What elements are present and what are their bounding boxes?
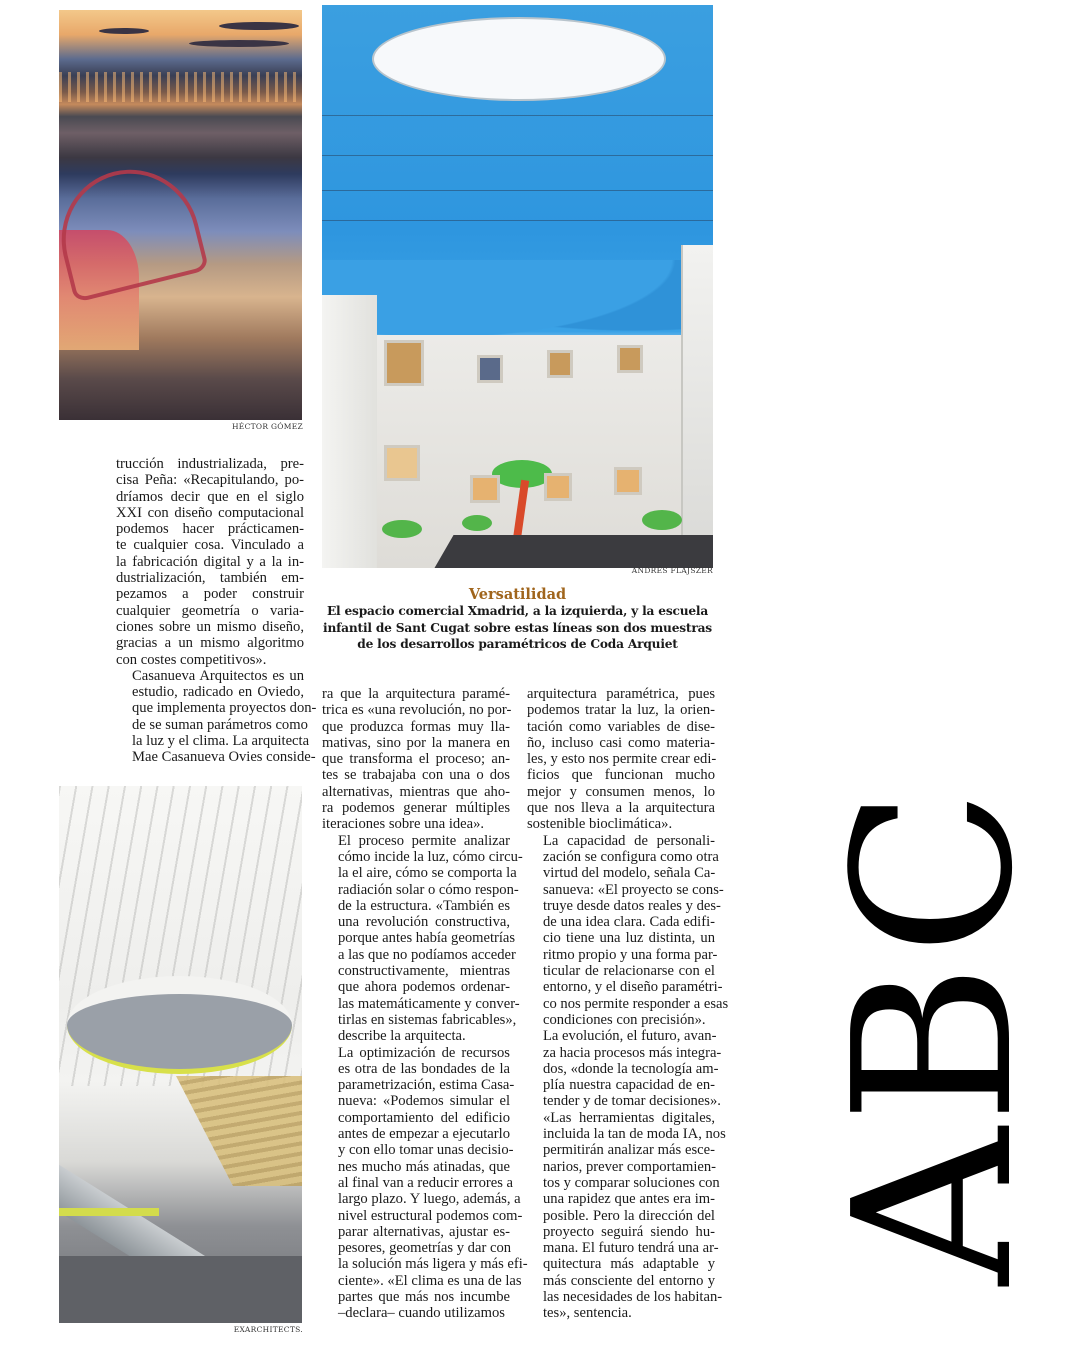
text-line: iteraciones sobre una idea». [322, 816, 485, 833]
photo-caption [320, 586, 715, 653]
text-line: la el aire, cómo se comporta la [338, 865, 517, 882]
text-line: una rapidez que antes era im- [543, 1191, 715, 1208]
text-line: tes», sentencia. [543, 1305, 632, 1322]
text-line: –declara– cuando utilizamos [338, 1305, 505, 1322]
yellow-ledge [59, 1208, 159, 1216]
text-line: zación se configura como otra [543, 848, 719, 865]
abc-logo [808, 752, 1061, 1317]
caption-line: El espacio comercial Xmadrid, a la izquierda, y la escuela [326, 604, 709, 618]
text-line: de se suman parámetros como [132, 716, 308, 733]
text-line: ra que la arquitectura paramé- [322, 686, 510, 702]
text-line: mejor y consumen menos, lo [527, 783, 715, 800]
photo-sant-cugat-school [322, 5, 713, 568]
left-wall [322, 295, 377, 568]
text-line: tender y de tomar decisiones». [543, 1093, 721, 1110]
text-line: parametrización, estima Casa- [338, 1077, 515, 1094]
right-wall [681, 245, 713, 568]
text-line: estudio, radicado en Oviedo, [132, 684, 304, 701]
photo-credit: EXARCHITECTS. [233, 1325, 303, 1334]
text-line: Mae Casanueva Ovies conside- [132, 749, 316, 766]
text-line: mativas, sino por la manera en [322, 734, 510, 751]
text-line: comportamiento del edificio [338, 1109, 510, 1126]
text-line: pesores, geometrías y dar con [338, 1240, 512, 1257]
cloud-shape [99, 28, 149, 34]
text-line: porque antes había geometrías [338, 930, 516, 947]
text-line: ño, incluso casi como materia- [527, 734, 715, 751]
text-line: que nos lleva a la arquitectura [527, 800, 715, 817]
text-line: nes mucho más atinadas, que [338, 1158, 510, 1175]
article-paragraph [527, 1028, 726, 1322]
text-line: Casanueva Arquitectos es un [132, 667, 304, 684]
mural-window [544, 473, 572, 501]
article-paragraph [527, 686, 715, 833]
mural-bush [382, 520, 422, 538]
article-paragraph [322, 1044, 528, 1322]
text-line: tos y comparar soluciones con [543, 1174, 720, 1191]
text-line: virtud del modelo, señala Ca- [543, 865, 716, 882]
cloud-shape [189, 40, 289, 47]
text-line: incluida la tan de moda IA, nos [543, 1126, 726, 1143]
photo-credit: HÉCTOR GÓMEZ [231, 422, 303, 431]
window [384, 340, 424, 386]
caption-text [320, 603, 715, 653]
window [384, 445, 420, 481]
canopy-cable [322, 115, 713, 116]
mural-bush [462, 515, 492, 531]
floor [59, 1256, 302, 1323]
text-line: con costes competitivos». [116, 651, 267, 668]
text-line: describe la arquitecta. [338, 1028, 466, 1045]
text-line: La capacidad de personali- [543, 832, 715, 849]
text-line: que produzca formas muy lla- [322, 718, 510, 735]
text-line: trica es «una revolución, no por- [322, 702, 512, 719]
text-line: pezamos a poder construir [116, 586, 304, 603]
text-line: plía nuestra capacidad de en- [543, 1077, 715, 1094]
text-line: podemos hacer prácticamen- [116, 521, 304, 538]
mural-window [470, 475, 500, 503]
text-line: ciente». «El clima es una de las [338, 1272, 522, 1289]
text-line: nueva: «Podemos simular el [338, 1093, 510, 1110]
text-line: te cualquier cosa. Vinculado a [116, 537, 304, 554]
text-line: que implementa proyectos don- [132, 700, 317, 717]
text-line: más consciente del entorno y [543, 1272, 715, 1289]
text-line: parar alternativas, ajustar es- [338, 1223, 510, 1240]
article-paragraph [322, 686, 510, 833]
window [617, 345, 643, 373]
canopy-cable [322, 155, 713, 156]
mural-window [614, 467, 642, 495]
caption-title: Versatilidad [468, 586, 567, 603]
text-line: dos, «donde la tecnología am- [543, 1060, 719, 1077]
text-line: las matemáticamente y conver- [338, 995, 520, 1012]
text-line: y con ello tomar unas decisio- [338, 1142, 514, 1159]
text-line: cio tiene una luz distinta, un [543, 930, 715, 947]
text-line: La evolución, el futuro, avan- [543, 1028, 717, 1045]
text-line: tación como variables de dise- [527, 718, 715, 735]
text-line: radiación solar o cómo respon- [338, 881, 519, 898]
text-line: permitirán analizar más esce- [543, 1142, 715, 1159]
photo-xmadrid-commercial-space [59, 10, 302, 420]
dark-roof [430, 535, 713, 568]
text-line: la luz y el clima. La arquitecta [132, 733, 310, 750]
article-column-2 [322, 686, 528, 1322]
text-line: antes de empezar a ejecutarlo [338, 1126, 510, 1143]
text-line: podemos tratar la luz, la orien- [527, 702, 715, 719]
text-line: las necesidades de los habitan- [543, 1288, 723, 1305]
text-line: ficios que funcionan mucho [527, 767, 715, 784]
text-line: «Las herramientas digitales, [543, 1109, 715, 1126]
window [477, 355, 503, 383]
canopy-opening [372, 17, 666, 101]
canopy-cable [322, 220, 713, 221]
article-column-3 [527, 686, 729, 1322]
article-paragraph [322, 832, 523, 1045]
text-line: entorno, y el diseño paramétri- [543, 979, 723, 996]
article-column-1 [116, 456, 317, 766]
window [547, 350, 573, 378]
mural-bush [642, 510, 682, 530]
text-line: partes que más nos incumbe [338, 1288, 510, 1305]
text-line: largo plazo. Y luego, además, a [338, 1191, 521, 1208]
canopy-cable [322, 190, 713, 191]
text-line: dustrialización, también em- [116, 570, 304, 587]
text-line: quitectura más adaptable y [543, 1256, 715, 1273]
text-line: les, y esto nos permite crear edi- [527, 751, 717, 768]
text-line: narios, prever comportamien- [543, 1158, 717, 1175]
text-line: a las que no podíamos acceder [338, 946, 516, 963]
text-line: que transforma el proceso; an- [322, 751, 510, 768]
text-line: za hacia procesos más integra- [543, 1044, 722, 1061]
text-line: la fabricación digital y a la in- [116, 553, 304, 570]
text-line: de la estructura. «También es [338, 897, 510, 914]
text-line: co nos permite responder a esas [543, 995, 729, 1012]
text-line: proyecto seguirá siendo hu- [543, 1223, 715, 1240]
text-line: es otra de las bondades de la [338, 1060, 510, 1077]
text-line: posible. Pero la dirección del [543, 1207, 715, 1224]
cloud-shape [219, 22, 299, 30]
text-line: truye desde datos reales y des- [543, 897, 721, 914]
text-line: sostenible bioclimática». [527, 816, 673, 833]
text-line: nivel estructural podemos com- [338, 1207, 523, 1224]
text-line: la solución más ligera y más efi- [338, 1256, 528, 1273]
article-paragraph [116, 667, 317, 766]
caption-line: infantil de Sant Cugat sobre estas líneas son dos muestras [323, 620, 712, 635]
text-line: al final van a reducir errores a [338, 1174, 514, 1191]
text-line: alternativas, mientras que aho- [322, 783, 510, 800]
photo-interior-escalator [59, 786, 302, 1323]
text-line: ciones sobre un mismo diseño, [116, 618, 304, 635]
text-line: mana. El futuro tendrá una ar- [543, 1240, 719, 1257]
text-line: de una idea clara. Cada edifi- [543, 914, 715, 931]
parametric-roof-structure [59, 155, 209, 303]
text-line: tirlas en sistemas fabricables», [338, 1011, 517, 1028]
text-line: que ahora podemos ordenar- [338, 979, 510, 996]
text-line: cualquier geometría o varia- [116, 602, 304, 619]
text-line: sanueva: «El proyecto se cons- [543, 881, 724, 898]
photo-credit: ANDRÉS FLAJSZER [631, 566, 713, 575]
text-line: dríamos decir que en el siglo [116, 488, 304, 505]
text-line: cisa Peña: «Recapitulando, po- [116, 472, 304, 489]
caption-line: de los desarrollos paramétricos de Coda Arquiet [357, 637, 678, 651]
text-line: tes se trabajaba con una o dos [322, 767, 510, 784]
article-paragraph [116, 456, 304, 668]
text-line: trucción industrializada, pre- [116, 456, 304, 472]
text-line: condiciones con precisión». [543, 1011, 706, 1028]
text-line: El proceso permite analizar [338, 832, 510, 849]
wooden-steps [119, 1076, 302, 1186]
text-line: gracias a un mismo algoritmo [116, 635, 304, 652]
suspended-disc-structure [67, 976, 292, 1074]
text-line: ticular de relacionarse con el [543, 963, 715, 980]
text-line: XXI con diseño computacional [116, 504, 304, 521]
text-line: constructivamente, mientras [338, 963, 510, 980]
text-line: ritmo propio y una forma par- [543, 946, 718, 963]
abc-logo-text: ABC [808, 784, 1061, 1285]
text-line: ra podemos generar múltiples [322, 800, 510, 817]
article-paragraph [527, 832, 729, 1029]
text-line: cómo incide la luz, cómo circu- [338, 848, 523, 865]
text-line: una revolución constructiva, [338, 914, 510, 931]
text-line: La optimización de recursos [338, 1044, 510, 1061]
text-line: arquitectura paramétrica, pues [527, 686, 715, 702]
city-lights [59, 72, 302, 102]
